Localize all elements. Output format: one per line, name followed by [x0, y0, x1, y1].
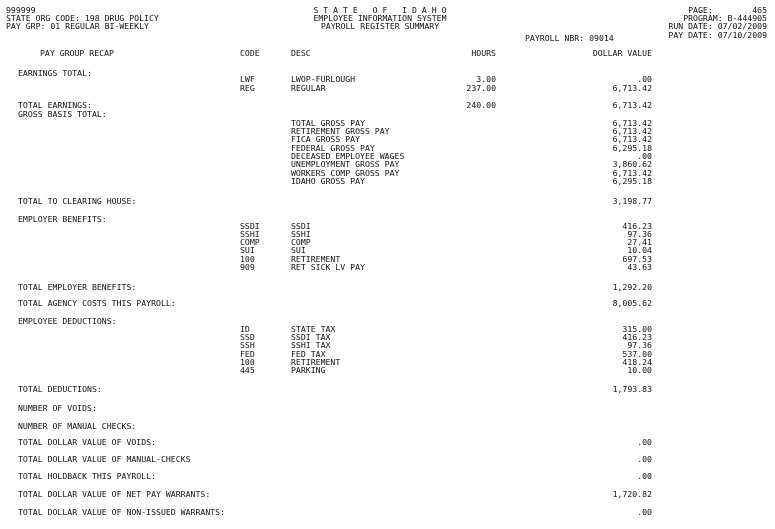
row-label: TOTAL DEDUCTIONS:: [18, 384, 102, 394]
row-code: 100: [240, 254, 255, 264]
row-value: 6,713.42: [612, 126, 652, 136]
row-code: SSH: [240, 340, 255, 350]
row-desc: DECEASED EMPLOYEE WAGES: [291, 151, 405, 161]
row-code: 445: [240, 365, 255, 375]
row-value: 1,793.83: [612, 384, 652, 394]
header-program: PROGRAM: B-444905: [683, 13, 767, 23]
row-value: 8,005.62: [612, 298, 652, 308]
row-code: SSD: [240, 332, 255, 342]
row-value: 537.00: [622, 349, 652, 359]
row-value: 97.36: [627, 340, 652, 350]
header-system-title: EMPLOYEE INFORMATION SYSTEM: [313, 13, 447, 23]
row-value: 3,860.62: [612, 159, 652, 169]
header-left-line: 999999: [6, 5, 36, 15]
row-label: TOTAL EMPLOYER BENEFITS:: [18, 282, 137, 292]
row-desc: WORKERS COMP GROSS PAY: [291, 168, 400, 178]
row-desc: IDAHO GROSS PAY: [291, 176, 365, 186]
header-left-line: STATE ORG CODE: 198 DRUG POLICY: [6, 13, 159, 23]
row-value: 43.63: [627, 262, 652, 272]
row-value: 6,295.18: [612, 143, 652, 153]
row-value: .00: [637, 507, 652, 517]
header-run-date: RUN DATE: 07/02/2009: [668, 21, 767, 31]
row-code: SSDI: [240, 221, 260, 231]
row-desc: FEDERAL GROSS PAY: [291, 143, 375, 153]
col-header-code: CODE: [240, 48, 260, 58]
row-value: 10.00: [627, 365, 652, 375]
payroll-number: PAYROLL NBR: 09014: [525, 33, 614, 43]
col-header-group: PAY GROUP RECAP: [40, 48, 114, 58]
row-value: 6,713.42: [612, 118, 652, 128]
header-report-title: PAYROLL REGISTER SUMMARY: [320, 21, 440, 31]
row-label: TOTAL EARNINGS:: [18, 100, 92, 110]
row-value: 97.36: [627, 229, 652, 239]
row-value: 697.53: [622, 254, 652, 264]
row-label: NUMBER OF MANUAL CHECKS:: [18, 421, 137, 431]
row-code: FED: [240, 349, 255, 359]
row-desc: SSHI TAX: [291, 340, 331, 350]
row-value: .00: [637, 454, 652, 464]
row-value: 315.00: [622, 324, 652, 334]
row-code: ID: [240, 324, 250, 334]
row-code: SSHI: [240, 229, 260, 239]
row-desc: TOTAL GROSS PAY: [291, 118, 365, 128]
row-label: TOTAL AGENCY COSTS THIS PAYROLL:: [18, 298, 176, 308]
row-label: TOTAL HOLDBACK THIS PAYROLL:: [18, 471, 157, 481]
row-label: TOTAL DOLLAR VALUE OF VOIDS:: [18, 437, 157, 447]
row-value: 1,720.82: [612, 489, 652, 499]
row-label: TOTAL DOLLAR VALUE OF MANUAL-CHECKS: [18, 454, 191, 464]
row-value: 6,713.42: [612, 168, 652, 178]
col-header-hours: HOURS: [471, 48, 496, 58]
header-pay-date: PAY DATE: 07/10/2009: [668, 30, 767, 40]
row-hours: 240.00: [466, 100, 496, 110]
row-desc: SUI: [291, 245, 306, 255]
header-left-line: PAY GRP: 01 REGULAR BI-WEEKLY: [6, 21, 149, 31]
col-header-desc: DESC: [291, 48, 311, 58]
row-label: TOTAL DOLLAR VALUE OF NON-ISSUED WARRANTS:: [18, 507, 226, 517]
row-desc: SSDI TAX: [291, 332, 331, 342]
col-header-value: DOLLAR VALUE: [592, 48, 652, 58]
header-state-title: S T A T E O F I D A H O: [313, 5, 447, 15]
row-desc: SSDI: [291, 221, 311, 231]
row-desc: RETIREMENT: [291, 254, 341, 264]
row-value: 10.04: [627, 245, 652, 255]
row-label: EMPLOYEE DEDUCTIONS:: [18, 316, 117, 326]
row-code: LWF: [240, 74, 255, 84]
row-value: 6,295.18: [612, 176, 652, 186]
row-value: 6,713.42: [612, 83, 652, 93]
row-desc: REGULAR: [291, 83, 326, 93]
row-desc: COMP: [291, 237, 311, 247]
row-value: 6,713.42: [612, 134, 652, 144]
row-code: 100: [240, 357, 255, 367]
row-value: 416.23: [622, 332, 652, 342]
row-label: GROSS BASIS TOTAL:: [18, 109, 107, 119]
header-page: PAGE: 465: [688, 5, 767, 15]
row-label: NUMBER OF VOIDS:: [18, 403, 97, 413]
row-code: 909: [240, 262, 255, 272]
row-desc: RETIREMENT GROSS PAY: [291, 126, 390, 136]
row-value: .00: [637, 437, 652, 447]
row-value: 1,292.20: [612, 282, 652, 292]
row-label: EARNINGS TOTAL:: [18, 68, 92, 78]
row-desc: SSHI: [291, 229, 311, 239]
row-value: 3,198.77: [612, 196, 652, 206]
row-code: SUI: [240, 245, 255, 255]
row-desc: RETIREMENT: [291, 357, 341, 367]
row-value: 6,713.42: [612, 100, 652, 110]
row-value: .00: [637, 471, 652, 481]
row-desc: FICA GROSS PAY: [291, 134, 361, 144]
row-desc: STATE TAX: [291, 324, 336, 334]
row-desc: FED TAX: [291, 349, 326, 359]
row-label: EMPLOYER BENEFITS:: [18, 214, 107, 224]
row-value: .00: [637, 151, 652, 161]
row-desc: RET SICK LV PAY: [291, 262, 365, 272]
row-desc: LWOP-FURLOUGH: [291, 74, 356, 84]
row-desc: PARKING: [291, 365, 326, 375]
row-code: COMP: [240, 237, 260, 247]
row-value: 27.41: [627, 237, 652, 247]
row-label: TOTAL DOLLAR VALUE OF NET PAY WARRANTS:: [18, 489, 211, 499]
row-hours: 3.00: [476, 74, 496, 84]
row-hours: 237.00: [466, 83, 496, 93]
row-desc: UNEMPLOYMENT GROSS PAY: [291, 159, 400, 169]
row-code: REG: [240, 83, 255, 93]
row-value: .00: [637, 74, 652, 84]
row-value: 418.24: [622, 357, 652, 367]
row-label: TOTAL TO CLEARING HOUSE:: [18, 196, 137, 206]
row-value: 416.23: [622, 221, 652, 231]
